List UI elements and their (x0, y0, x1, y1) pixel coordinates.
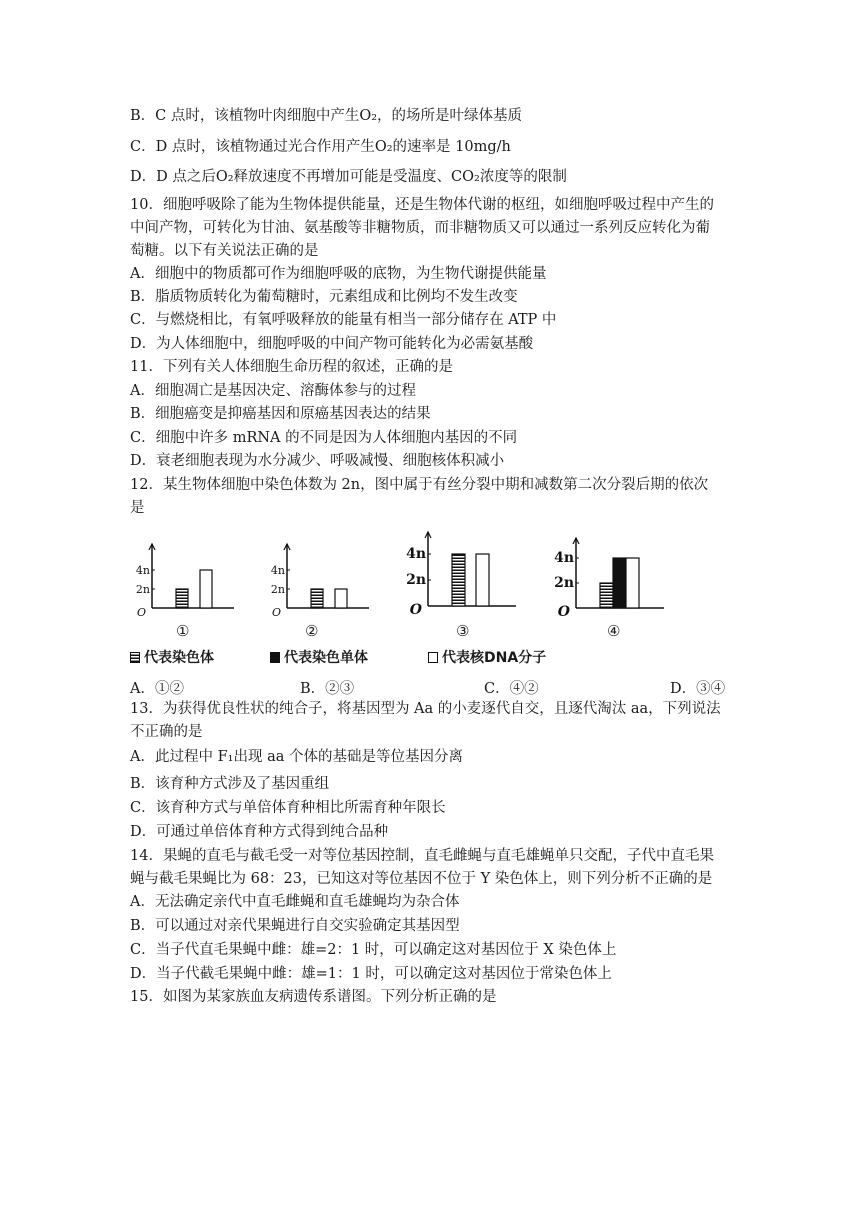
text-line: D．D 点之后O₂释放速度不再增加可能是受温度、CO₂浓度等的限制 (130, 169, 567, 185)
text-line: A．无法确定亲代中直毛雌蝇和直毛雄蝇均为杂合体 (130, 894, 460, 910)
chart-label-3: ③ (456, 622, 470, 640)
text-line: A．此过程中 F₁出现 aa 个体的基础是等位基因分离 (130, 749, 463, 765)
bar-代表核DNA分子 (476, 554, 489, 606)
bar-代表染色单体 (613, 558, 626, 608)
legend-dna (428, 646, 546, 668)
empty-box-icon (428, 652, 438, 663)
option-c: C．④② (484, 681, 539, 697)
filled-box-icon (270, 652, 280, 663)
text-line: 11．下列有关人体细胞生命历程的叙述，正确的是 (130, 359, 453, 375)
striped-box-icon (130, 652, 140, 663)
bar-代表核DNA分子 (626, 558, 639, 608)
chart-3 (404, 526, 522, 618)
text-line: B．可以通过对亲代果蝇进行自交实验确定其基因型 (130, 918, 460, 934)
legend-chromatid (270, 646, 368, 668)
figure-legend (130, 646, 550, 668)
text-line: A．细胞凋亡是基因决定、溶酶体参与的过程 (130, 383, 416, 399)
text-line: B．脂质物质转化为葡萄糖时，元素组成和比例均不发生改变 (130, 289, 518, 305)
legend-label: 代表染色体 (144, 650, 214, 666)
y-tick-label: 2n (270, 583, 285, 596)
chart-1 (130, 536, 240, 618)
chart-3-svg (404, 526, 522, 618)
origin-label: O (136, 606, 146, 618)
text-line: C．该育种方式与单倍体育种相比所需育种年限长 (130, 800, 446, 816)
bar-代表核DNA分子 (335, 589, 347, 608)
text-line: 萄糖。以下有关说法正确的是 (130, 243, 319, 259)
origin-label: O (271, 606, 281, 618)
y-tick-label: 2n (406, 572, 426, 588)
text-line: 10．细胞呼吸除了能为生物体提供能量，还是生物体代谢的枢纽，如细胞呼吸过程中产生的 (130, 197, 714, 213)
text-line: 13．为获得优良性状的纯合子，将基因型为 Aa 的小麦逐代自交，且逐代淘汰 aa，下列说法 (130, 701, 721, 717)
text-line: B．C 点时，该植物叶肉细胞中产生O₂，的场所是叶绿体基质 (130, 108, 523, 124)
text-line: 是 (130, 500, 145, 516)
text-line: 15．如图为某家族血友病遗传系谱图。下列分析正确的是 (130, 989, 497, 1005)
y-tick-label: 4n (270, 564, 285, 577)
text-line: D．为人体细胞中，细胞呼吸的中间产物可能转化为必需氨基酸 (130, 336, 534, 352)
y-tick-label: 4n (406, 546, 426, 562)
text-line: 14．果蝇的直毛与截毛受一对等位基因控制，直毛雌蝇与直毛雄蝇单只交配，子代中直毛果 (130, 848, 714, 864)
bar-代表染色体 (176, 589, 188, 608)
origin-label: O (409, 602, 422, 618)
text-line: B．该育种方式涉及了基因重组 (130, 776, 330, 792)
option-d: D．③④ (670, 681, 726, 697)
legend-label: 代表核DNA分子 (442, 650, 547, 666)
origin-label: O (557, 604, 570, 620)
text-line: D．衰老细胞表现为水分减少、呼吸减慢、细胞核体积减小 (130, 453, 505, 469)
text-line: 不正确的是 (130, 724, 203, 740)
chart-2-svg (265, 536, 375, 618)
y-tick-label: 2n (554, 575, 574, 591)
text-line: A．细胞中的物质都可作为细胞呼吸的底物，为生物代谢提供能量 (130, 266, 547, 282)
bar-代表染色体 (311, 589, 323, 608)
chart-2 (265, 536, 375, 618)
text-line: 12．某生物体细胞中染色体数为 2n，图中属于有丝分裂中期和减数第二次分裂后期的依次 (130, 477, 709, 493)
bar-代表核DNA分子 (200, 570, 212, 608)
chart-4 (548, 530, 668, 620)
text-line: 蝇与截毛果蝇比为 68：23，已知这对等位基因不位于 Y 染色体上，则下列分析不正确的是 (130, 871, 713, 887)
text-line: C．当子代直毛果蝇中雌：雄=2：1 时，可以确定这对基因位于 X 染色体上 (130, 942, 617, 958)
text-line: C．细胞中许多 mRNA 的不同是因为人体细胞内基因的不同 (130, 430, 518, 446)
text-line: D．可通过单倍体育种方式得到纯合品种 (130, 824, 389, 840)
chart-4-svg (548, 530, 668, 620)
bar-代表染色体 (452, 554, 465, 606)
option-b: B．②③ (300, 681, 355, 697)
chart-1-svg (130, 536, 240, 618)
legend-chromosome (130, 646, 214, 668)
bar-代表染色体 (600, 583, 613, 608)
option-a: A．①② (130, 681, 184, 697)
text-line: 中间产物，可转化为甘油、氨基酸等非糖物质，而非糖物质又可以通过一系列反应转化为葡 (130, 220, 710, 236)
text-line: D．当子代截毛果蝇中雌：雄=1：1 时，可以确定这对基因位于常染色体上 (130, 966, 612, 982)
chart-label-1: ① (176, 622, 190, 640)
text-line: B．细胞癌变是抑癌基因和原癌基因表达的结果 (130, 406, 431, 422)
legend-label: 代表染色单体 (284, 650, 368, 666)
chart-label-4: ④ (607, 622, 621, 640)
chart-label-2: ② (305, 622, 319, 640)
y-tick-label: 4n (135, 564, 150, 577)
y-tick-label: 2n (135, 583, 150, 596)
y-tick-label: 4n (554, 550, 574, 566)
text-line: C．D 点时，该植物通过光合作用产生O₂的速率是 10mg/h (130, 139, 511, 155)
text-line: C．与燃烧相比，有氧呼吸释放的能量有相当一部分储存在 ATP 中 (130, 312, 557, 328)
